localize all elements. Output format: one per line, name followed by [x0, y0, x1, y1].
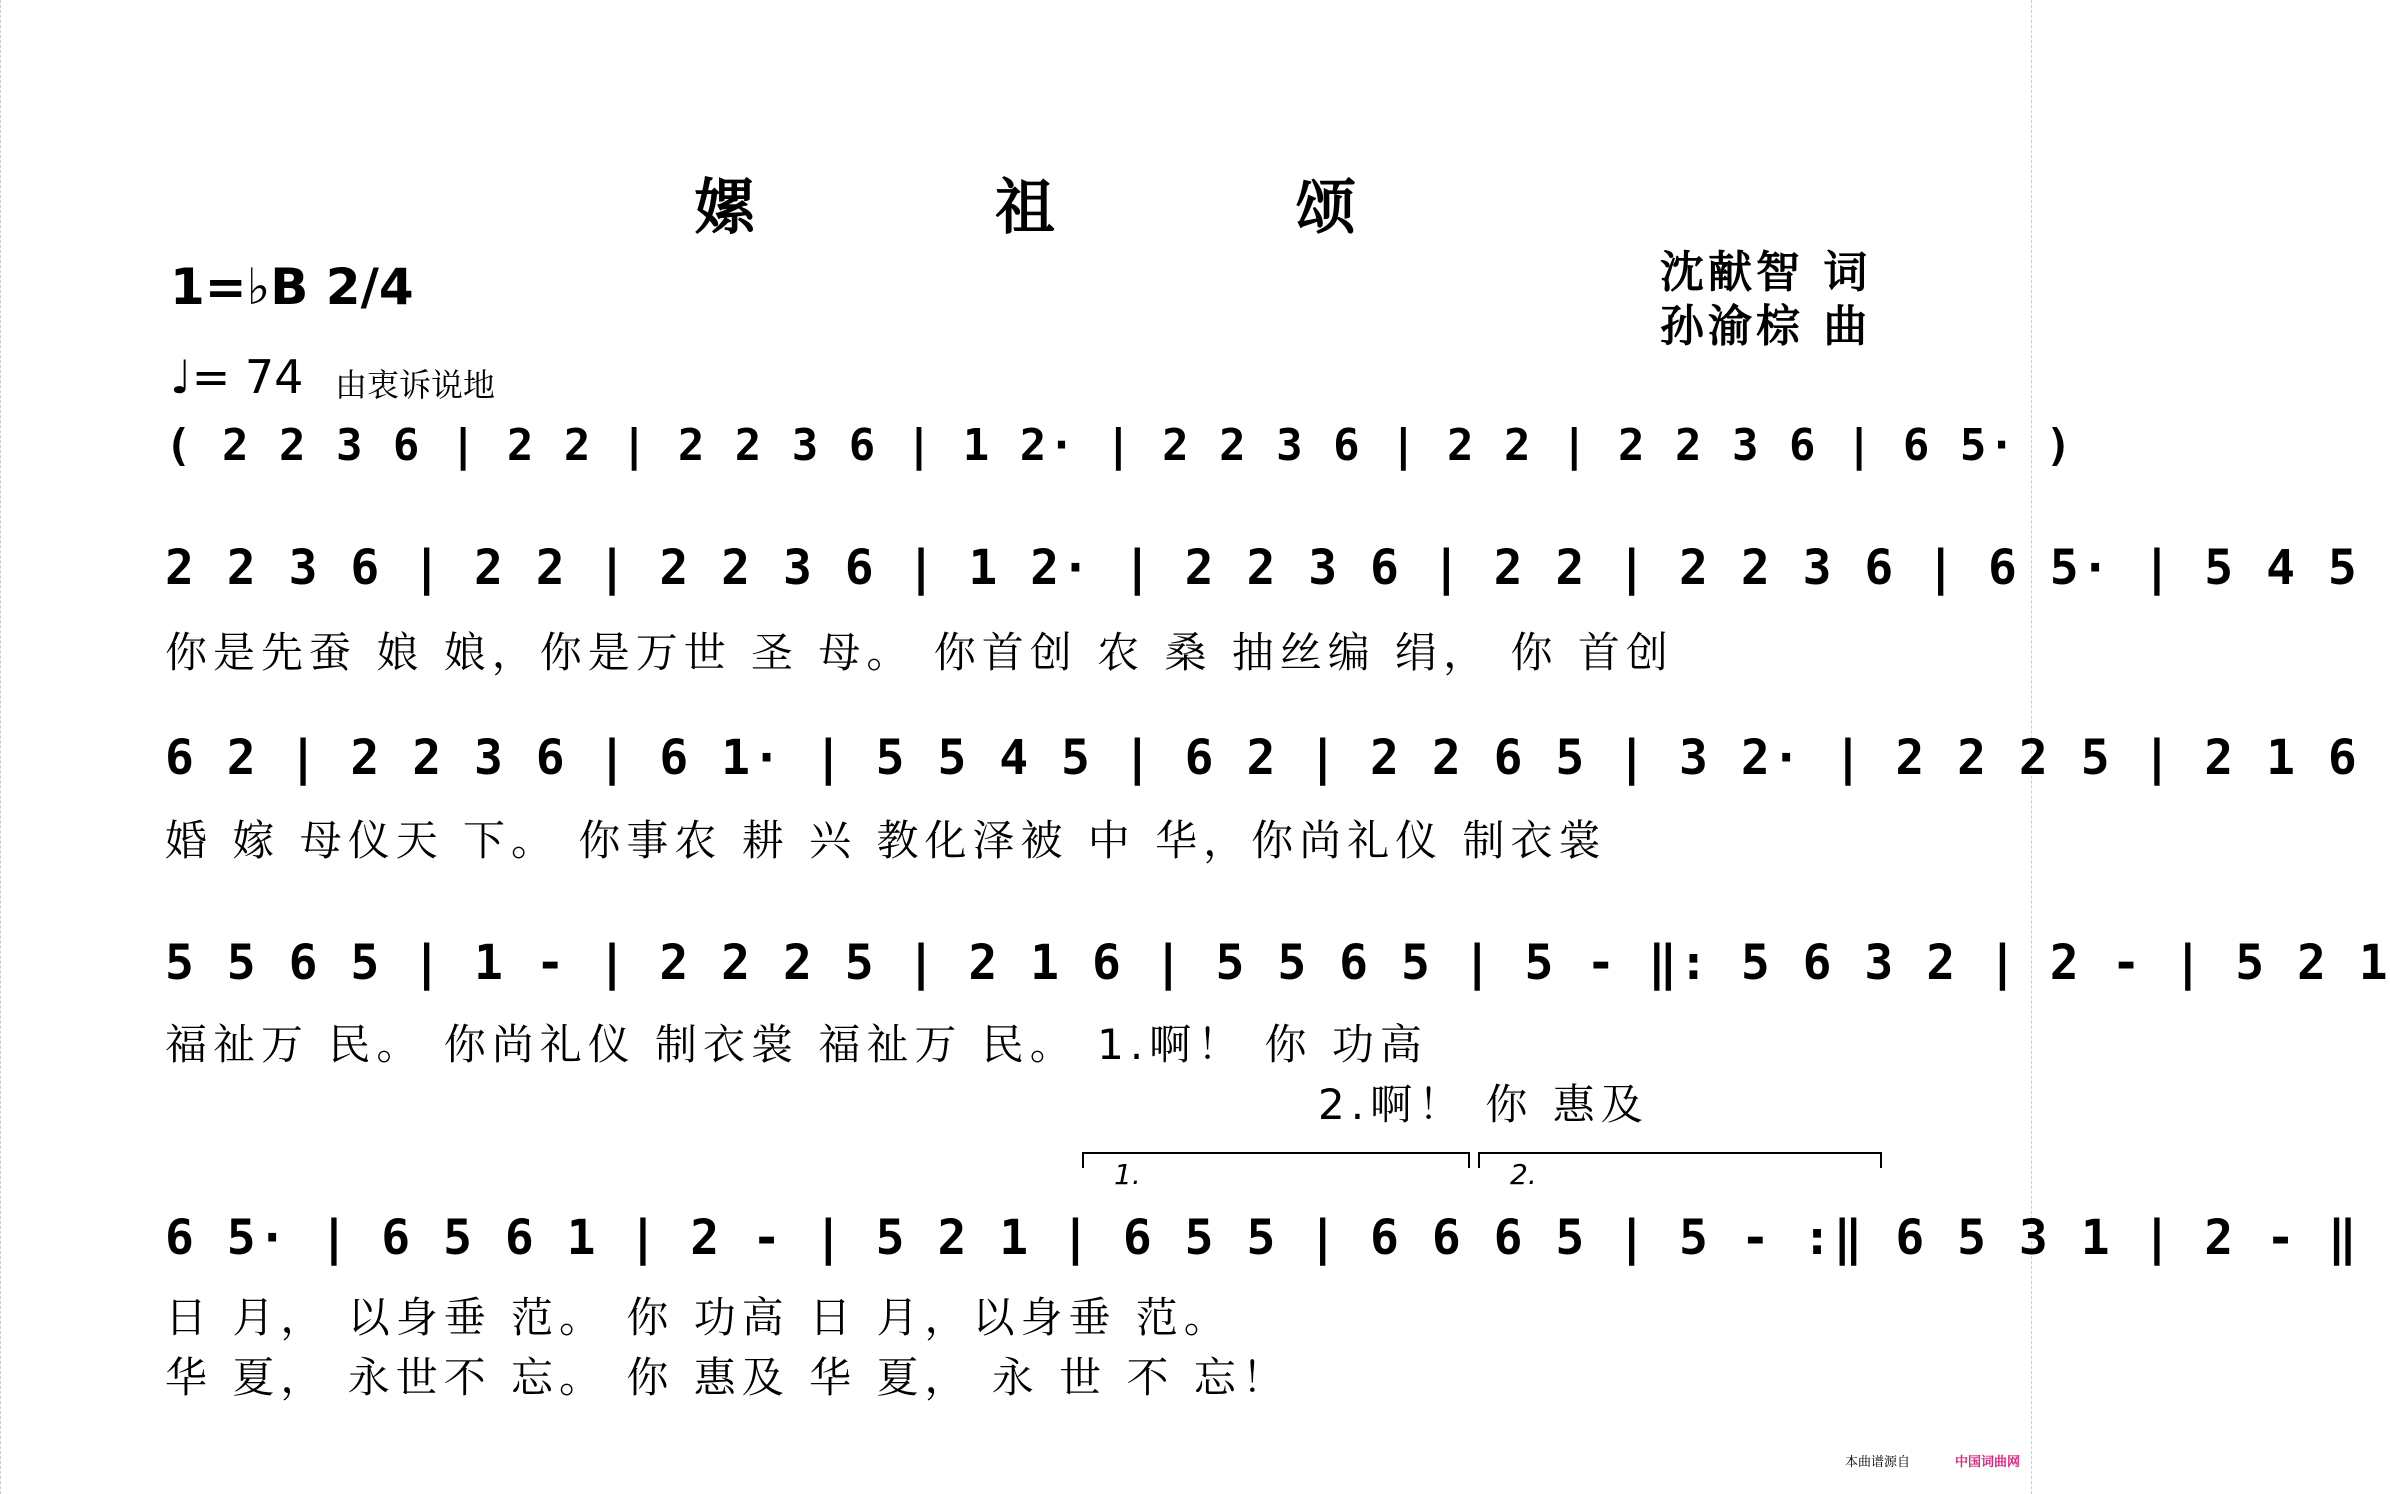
volta-first-ending: 1. [1082, 1152, 1470, 1168]
lyric-line-2: 婚 嫁 母仪天 下。 你事农 耕 兴 教化泽被 中 华，你尚礼仪 制衣裳 [165, 816, 1607, 865]
composer-credit: 孙渝棕 曲 [1660, 301, 1872, 352]
lyric-line-6: 华 夏， 永世不 忘。 你 惠及 华 夏， 永 世 不 忘！ [165, 1353, 1290, 1402]
lyric-line-5: 日 月， 以身垂 范。 你 功高 日 月，以身垂 范。 [165, 1293, 1232, 1342]
tempo-marking: ♩= 74 [170, 350, 304, 404]
score-line-5: 6 5· | 6 5 6 1 | 2 - | 5 2 1 | 6 5 5 | 6 6 6 5 | 5 - :‖ 6 5 3 1 | 2 - ‖ [165, 1210, 2359, 1266]
expression-marking: 由衷诉说地 [335, 366, 496, 404]
score-line-1: 2 2 3 6 | 2 2 | 2 2 3 6 | 1 2· | 2 2 3 6 | 2 2 | 2 2 3 6 | 6 5· | 5 4 5 [165, 540, 2359, 596]
volta-second-ending: 2. [1478, 1152, 1882, 1168]
lyric-line-3b: 2.啊！ 你 惠及 [1318, 1080, 1649, 1129]
song-title: 嫘 祖 颂 [694, 173, 1466, 243]
key-signature: 1=♭B 2/4 [170, 258, 414, 316]
score-line-intro: ( 2 2 3 6 | 2 2 | 2 2 3 6 | 1 2· | 2 2 3 6 | 2 2 | 2 2 3 6 | 6 5· ) [165, 420, 2074, 471]
score-line-2: 6 2 | 2 2 3 6 | 6 1· | 5 5 4 5 | 6 2 | 2 2 6 5 | 3 2· | 2 2 2 5 | 2 1 6 [165, 730, 2359, 786]
footer-source: 本曲谱源自 [1844, 1455, 1910, 1470]
lyric-line-3: 福祉万 民。 你尚礼仪 制衣裳 福祉万 民。 1.啊！ 你 功高 [165, 1020, 1428, 1069]
footer-site[interactable]: 中国词曲网 [1954, 1455, 2020, 1470]
lyricist-credit: 沈献智 词 [1660, 247, 1872, 298]
score-line-3: 5 5 6 5 | 1 - | 2 2 2 5 | 2 1 6 | 5 5 6 5 | 5 - ‖: 5 6 3 2 | 2 - | 5 2 1 [165, 935, 2390, 991]
lyric-line-1: 你是先蚕 娘 娘，你是万世 圣 母。 你首创 农 桑 抽丝编 绢， 你 首创 [165, 628, 1674, 677]
